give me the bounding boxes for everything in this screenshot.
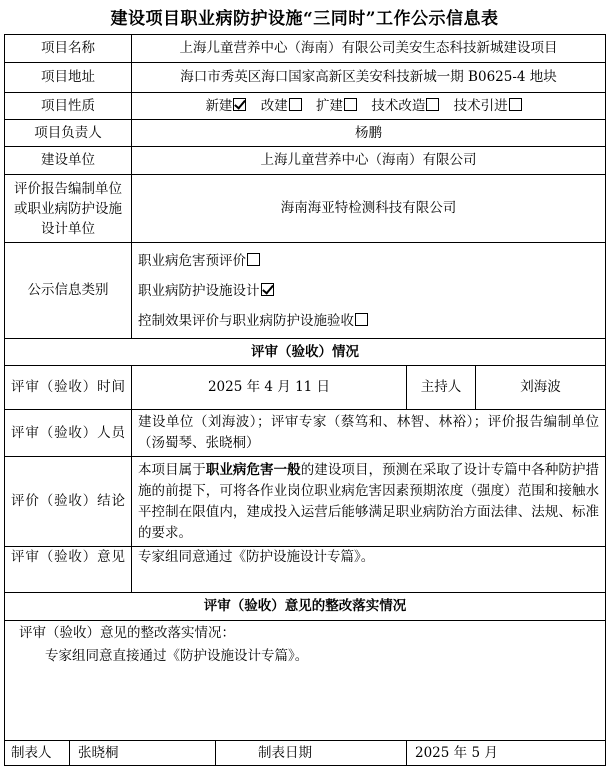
nature-option-tech-import xyxy=(454,96,522,117)
row-review-personnel xyxy=(5,410,606,457)
checkbox-empty-icon[interactable] xyxy=(247,253,260,266)
nature-option-rebuild-label: 改建 xyxy=(260,97,288,114)
row-disclosure-category xyxy=(5,243,606,339)
row-rectification-content xyxy=(5,621,606,741)
category-option-facility-design xyxy=(138,276,599,306)
review-conclusion-value xyxy=(132,457,606,547)
maker-value: 张晓桐 xyxy=(78,745,119,761)
checkbox-empty-icon[interactable] xyxy=(426,98,439,111)
rectification-line-1: 评审（验收）意见的整改落实情况： xyxy=(19,625,235,641)
nature-option-new-label: 新建 xyxy=(205,97,233,114)
row-project-leader xyxy=(5,120,606,147)
review-personnel-label: 评审（验收）人员 xyxy=(5,410,132,457)
construction-unit-label: 建设单位 xyxy=(5,147,132,175)
row-footer xyxy=(5,741,606,766)
conclusion-hazard-level: 职业病危害一般 xyxy=(205,461,301,478)
checkbox-checked-icon[interactable] xyxy=(233,98,246,111)
category-options xyxy=(132,243,606,339)
eval-unit-value: 海南海亚特检测科技有限公司 xyxy=(132,175,606,243)
review-time-label: 评审（验收）时间 xyxy=(5,366,132,410)
category-option-control-eval xyxy=(138,306,599,336)
nature-option-tech-import-label: 技术引进 xyxy=(453,97,508,114)
construction-unit-value: 上海儿童营养中心（海南）有限公司 xyxy=(132,147,606,175)
host-label: 主持人 xyxy=(407,366,476,410)
category-option-control-eval-label: 控制效果评价与职业病防护设施验收 xyxy=(138,312,354,329)
category-option-pre-eval-label: 职业病危害预评价 xyxy=(138,252,246,269)
row-rectification-heading xyxy=(5,593,606,621)
row-eval-unit xyxy=(5,175,606,243)
disclosure-form-table xyxy=(4,34,606,766)
review-time-value: 2025 年 4 月 11 日 xyxy=(132,366,407,410)
review-section-heading: 评审（验收）情况 xyxy=(5,339,606,366)
review-personnel-value: 建设单位（刘海波）；评审专家（蔡笃和、林智、林裕）；评价报告编制单位（汤蜀琴、张晓桐） xyxy=(132,410,606,457)
checkbox-empty-icon[interactable] xyxy=(344,98,357,111)
checkbox-checked-icon[interactable] xyxy=(261,283,274,296)
checkbox-empty-icon[interactable] xyxy=(289,98,302,111)
row-construction-unit xyxy=(5,147,606,175)
project-leader-label: 项目负责人 xyxy=(5,120,132,147)
nature-option-expand xyxy=(316,96,357,117)
row-review-conclusion xyxy=(5,457,606,547)
checkbox-empty-icon[interactable] xyxy=(509,98,522,111)
document-title: 建设项目职业病防护设施“三同时”工作公示信息表 xyxy=(110,9,499,29)
row-review-opinion xyxy=(5,547,606,593)
project-leader-value: 杨鹏 xyxy=(132,120,606,147)
conclusion-prefix: 本项目属于 xyxy=(138,461,206,478)
project-address-label: 项目地址 xyxy=(5,63,132,93)
project-name-label: 项目名称 xyxy=(5,35,132,63)
rectification-section-heading: 评审（验收）意见的整改落实情况 xyxy=(5,593,606,621)
checkbox-empty-icon[interactable] xyxy=(355,313,368,326)
project-nature-label: 项目性质 xyxy=(5,93,132,120)
conclusion-suffix: 的建设项目，预测在采取了设计专篇中各种防护措施的前提下，可将各作业岗位职业病危害因素预期浓度（强度）范围和接触水平控制在限值内，建成投入运营后能够满足职业病防治方面法律、法规、标准的要求。 xyxy=(138,461,600,541)
category-label: 公示信息类别 xyxy=(5,243,132,339)
row-review-time xyxy=(5,366,606,410)
nature-option-tech-upgrade-label: 技术改造 xyxy=(371,97,426,114)
project-address-value: 海口市秀英区海口国家高新区美安科技新城一期 B0625-4 地块 xyxy=(132,63,606,93)
nature-option-expand-label: 扩建 xyxy=(316,97,344,114)
date-value: 2025 年 5 月 xyxy=(407,741,606,766)
maker-label: 制表人 xyxy=(5,741,70,765)
nature-option-tech-upgrade xyxy=(371,96,439,117)
eval-unit-label: 评价报告编制单位或职业病防护设施设计单位 xyxy=(5,175,132,243)
category-option-pre-eval xyxy=(138,246,599,276)
row-project-name xyxy=(5,35,606,63)
nature-option-new xyxy=(205,96,246,117)
row-project-nature xyxy=(5,93,606,120)
project-nature-options xyxy=(132,93,606,120)
review-conclusion-label: 评价（验收）结论 xyxy=(5,457,132,547)
footer-maker-cell xyxy=(5,741,216,766)
review-opinion-label: 评审（验收）意见 xyxy=(5,547,132,593)
host-value: 刘海波 xyxy=(476,366,606,410)
rectification-content xyxy=(5,621,606,741)
nature-option-rebuild xyxy=(261,96,302,117)
row-review-heading xyxy=(5,339,606,366)
rectification-line-2: 专家组同意直接通过《防护设施设计专篇》。 xyxy=(45,648,309,664)
category-option-facility-design-label: 职业病防护设施设计 xyxy=(138,282,260,299)
project-name-value: 上海儿童营养中心（海南）有限公司美安生态科技新城建设项目 xyxy=(132,35,606,63)
review-opinion-value: 专家组同意通过《防护设施设计专篇》。 xyxy=(132,547,606,593)
row-project-address xyxy=(5,63,606,93)
date-label: 制表日期 xyxy=(216,741,407,766)
